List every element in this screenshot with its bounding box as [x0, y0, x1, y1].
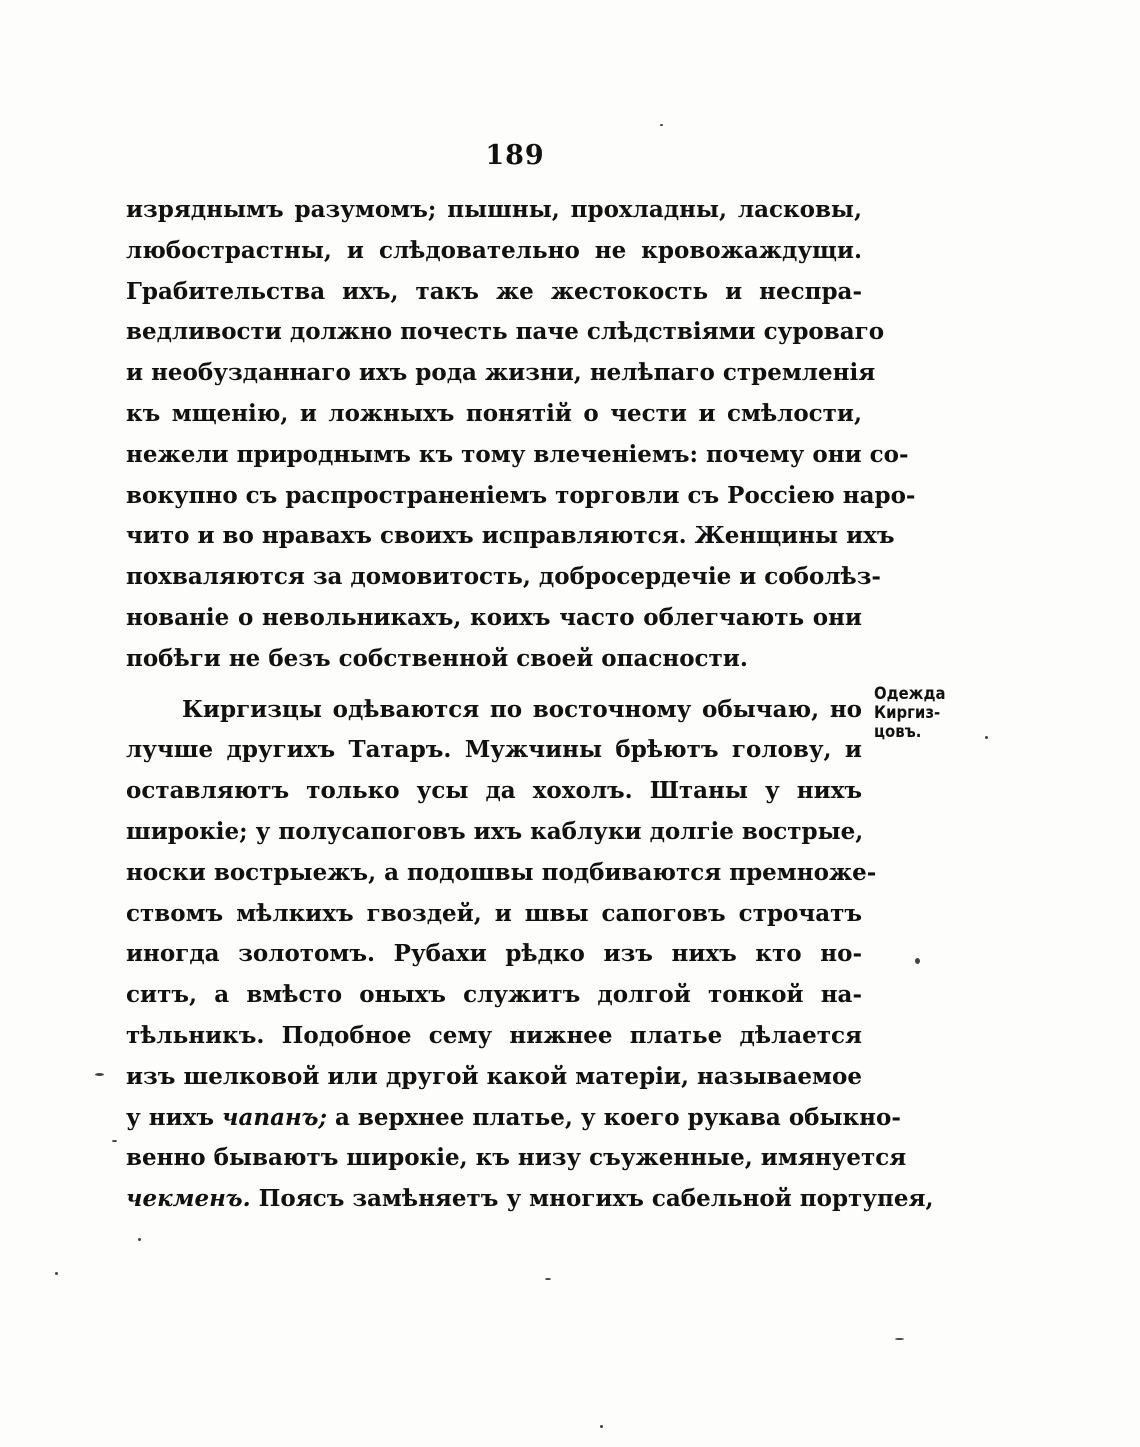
text-line: Грабительства ихъ, такъ же жестокость и неспра-: [126, 277, 862, 305]
text-line: иногда золотомъ. Рубахи рѣдко изъ нихъ кто но-: [126, 940, 862, 968]
margin-note-line: Одежда: [874, 684, 946, 703]
scan-speck: [600, 1425, 603, 1428]
scan-speck: [138, 1238, 141, 1241]
scan-speck: [545, 1278, 551, 1280]
term-chapan: чапанъ;: [222, 1103, 327, 1131]
text-line: венно бываютъ широкіе, къ низу съуженные, имянуется: [126, 1144, 907, 1172]
text-line: къ мщенію, и ложныхъ понятій о чести и смѣлости,: [126, 399, 862, 427]
scan-speck: [915, 958, 920, 964]
term-chekmen: чекменъ.: [126, 1185, 251, 1213]
paragraph-gap: [126, 680, 862, 690]
text-line: изряднымъ разумомъ; пышны, прохладны, ласковы,: [126, 196, 862, 223]
margin-note: [874, 684, 984, 741]
text-line: тѣльникъ. Подобное сему нижнее платье дѣлается: [126, 1021, 862, 1049]
text-line: [126, 1098, 901, 1139]
text-line: чито и во нравахъ своихъ исправляются. Женщины ихъ: [126, 522, 895, 550]
margin-note-line: Киргиз-: [874, 703, 941, 722]
text-line: оставляютъ только усы да хохолъ. Штаны у нихъ: [126, 777, 862, 805]
scan-speck: [95, 1073, 104, 1076]
text-line: и необузданнаго ихъ рода жизни, нелѣпаго стремленія: [126, 359, 876, 387]
text-line: нежели природнымъ къ тому влеченіемъ: почему они со-: [126, 440, 909, 468]
text-line: [126, 1179, 934, 1220]
text-line: носки вострыежъ, а подошвы подбиваются премноже-: [126, 858, 877, 886]
page-number: 189: [485, 140, 545, 171]
text-line: изъ шелковой или другой какой матеріи, называемое: [126, 1062, 862, 1090]
text-line: нованіе о невольникахъ, коихъ часто облегчають они: [126, 603, 862, 631]
text-line: похваляются за домовитость, добросердечіе и соболѣз-: [126, 563, 881, 591]
scan-speck: [112, 1140, 117, 1142]
scan-speck: [55, 1272, 58, 1275]
text-fragment: Поясъ замѣняетъ у многихъ сабельной портупея,: [250, 1185, 934, 1213]
text-line: лучше другихъ Татаръ. Мужчины брѣютъ голову, и: [126, 736, 862, 764]
text-line: ведливости должно почесть паче слѣдствіями суроваго: [126, 318, 885, 346]
margin-note-line: цовъ.: [874, 722, 922, 741]
scan-speck: [895, 1338, 904, 1340]
text-line: ситъ, а вмѣсто оныхъ служитъ долгой тонкой на-: [126, 981, 862, 1009]
text-fragment: у нихъ: [126, 1103, 222, 1131]
text-line: ствомъ мѣлкихъ гвоздей, и швы сапоговъ строчатъ: [126, 899, 862, 927]
scan-speck: [985, 736, 988, 739]
text-line: вокупно съ распространеніемъ торговли съ Россіею наро-: [126, 481, 916, 509]
text-fragment: а верхнее платье, у коего рукава обыкно-: [326, 1103, 901, 1131]
text-line: побѣги не безъ собственной своей опасности.: [126, 644, 748, 672]
text-line: Киргизцы одѣваются по восточному обычаю, но: [182, 695, 862, 723]
text-line: любострастны, и слѣдовательно не кровожаждущи.: [126, 236, 862, 264]
text-line: широкіе; у полусапоговъ ихъ каблуки долгіе вострые,: [126, 817, 864, 845]
scan-speck: [660, 124, 663, 126]
